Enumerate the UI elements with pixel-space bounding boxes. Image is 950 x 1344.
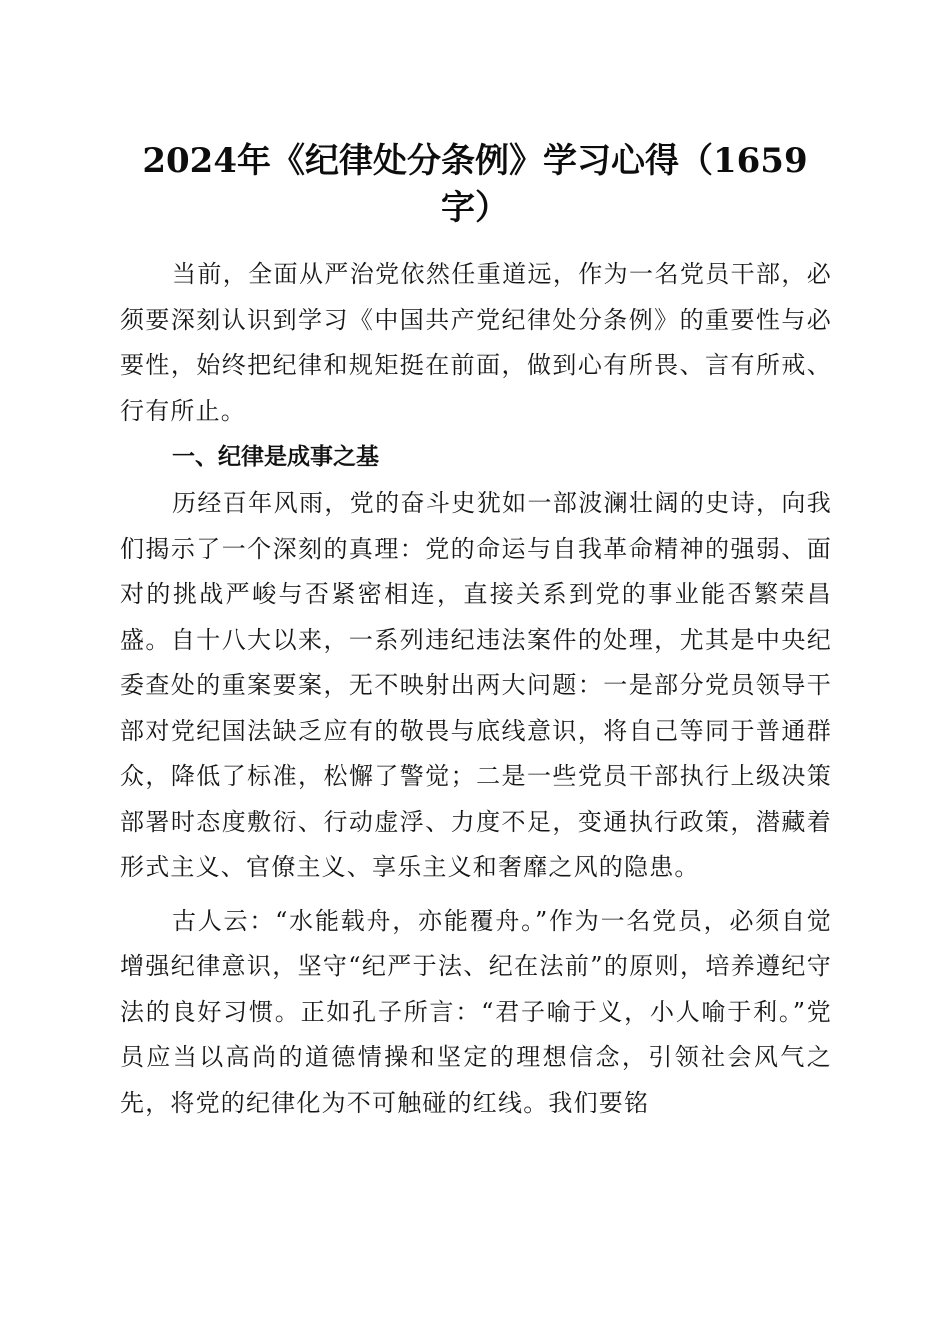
paragraph-spacer xyxy=(120,891,832,899)
paragraph-ancient-saying: 古人云：“水能载舟，亦能覆舟。”作为一名党员，必须自觉增强纪律意识，坚守“纪严于法、纪在法前”的原则，培养遵纪守法的良好习惯。正如孔子所言：“君子喻于义，小人喻于利。”党员应当以高尚的道德情操和坚定的理想信念，引领社会风气之先，将党的纪律化为不可触碰的红线。我们要铭 xyxy=(120,906,832,1117)
section-heading-1: 一、纪律是成事之基 xyxy=(172,444,379,470)
paragraph-history: 历经百年风雨，党的奋斗史犹如一部波澜壮阔的史诗，向我们揭示了一个深刻的真理：党的命运与自我革命精神的强弱、面对的挑战严峻与否紧密相连，直接关系到党的事业能否繁荣昌盛。自十八大以来，一系列违纪违法案件的处理，尤其是中央纪委查处的重案要案，无不映射出两大问题：一是部分党员领导干部对党纪国法缺乏应有的敬畏与底线意识，将自己等同于普通群众，降低了标准，松懈了警觉；二是一些党员干部执行上级决策部署时态度敷衍、行动虚浮、力度不足，变通执行政策，潜藏着形式主义、官僚主义、享乐主义和奢靡之风的隐患。 xyxy=(120,489,832,881)
document-title: 2024年《纪律处分条例》学习心得（1659字） xyxy=(142,141,808,228)
paragraph-intro: 当前，全面从严治党依然任重道远，作为一名党员干部，必须要深刻认识到学习《中国共产党纪律处分条例》的重要性与必要性，始终把纪律和规矩挺在前面，做到心有所畏、言有所戒、行有所止。 xyxy=(120,260,832,425)
document-body xyxy=(120,252,832,1126)
